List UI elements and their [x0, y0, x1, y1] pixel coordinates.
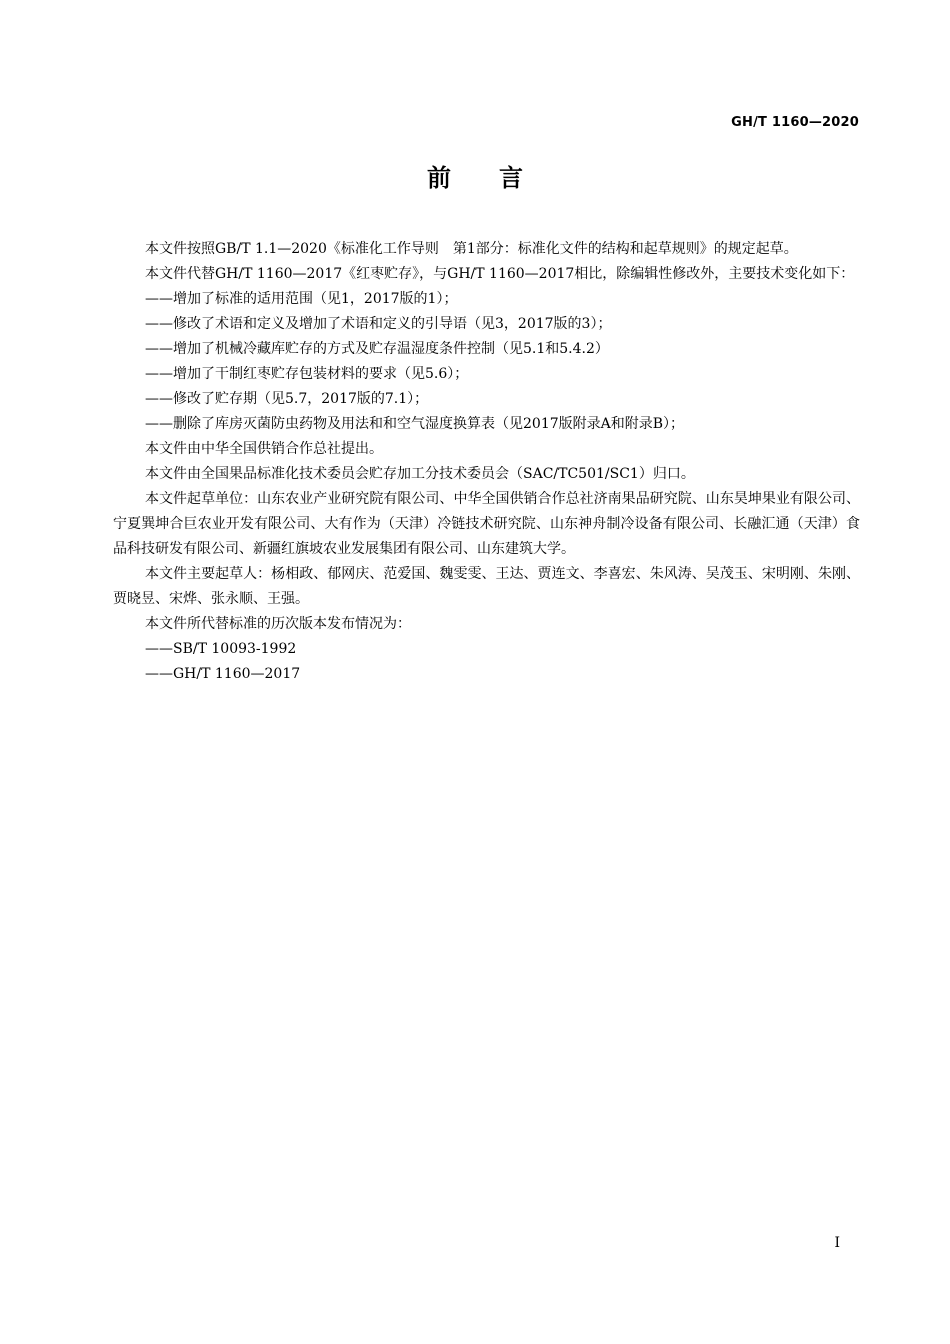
change-item: ——增加了机械冷藏库贮存的方式及贮存温湿度条件控制（见5.1和5.4.2）	[145, 341, 609, 357]
change-item: ——增加了标准的适用范围（见1，2017版的1）；	[145, 291, 458, 307]
change-item: ——修改了术语和定义及增加了术语和定义的引导语（见3，2017版的3）；	[145, 316, 612, 332]
paragraph-history-intro: 本文件所代替标准的历次版本发布情况为：	[145, 616, 411, 632]
history-item: ——SB/T 10093-1992	[145, 641, 297, 657]
paragraph-proposer: 本文件由中华全国供销合作总社提出。	[145, 441, 383, 457]
paragraph-drafting-units: 本文件起草单位：山东农业产业研究院有限公司、中华全国供销合作总社济南果品研究院、山东昊坤果业有限公司、宁夏巽坤合巨农业开发有限公司、大有作为（天津）冷链技术研究院、山东神舟制冷设备有限公司、长融汇通（天津）食品科技研发有限公司、新疆红旗坡农业发展集团有限公司、山东建筑大学。	[113, 491, 860, 557]
paragraph-drafting-rules: 本文件按照GB/T 1.1—2020《标准化工作导则 第1部分：标准化文件的结构和起草规则》的规定起草。	[145, 241, 798, 257]
change-item: ——增加了干制红枣贮存包装材料的要求（见5.6）；	[145, 366, 469, 382]
paragraph-replacement: 本文件代替GH/T 1160—2017《红枣贮存》，与GH/T 1160—2017相比，除编辑性修改外，主要技术变化如下：	[145, 266, 855, 282]
change-item: ——修改了贮存期（见5.7，2017版的7.1）；	[145, 391, 429, 407]
paragraph-jurisdiction: 本文件由全国果品标准化技术委员会贮存加工分技术委员会（SAC/TC501/SC1）归口。	[145, 466, 695, 482]
paragraph-drafters: 本文件主要起草人：杨相政、郁网庆、范爱国、魏雯雯、王达、贾连文、李喜宏、朱风涛、吴茂玉、宋明刚、朱刚、贾晓昱、宋烨、张永顺、王强。	[113, 566, 860, 607]
page-number: I	[834, 1235, 840, 1251]
page-title: 前言	[427, 164, 571, 192]
foreword-body	[113, 237, 860, 687]
history-item: ——GH/T 1160—2017	[145, 666, 301, 682]
standard-code: GH/T 1160—2020	[731, 115, 859, 130]
change-item: ——删除了库房灭菌防虫药物及用法和和空气湿度换算表（见2017版附录A和附录B）；	[145, 416, 685, 432]
